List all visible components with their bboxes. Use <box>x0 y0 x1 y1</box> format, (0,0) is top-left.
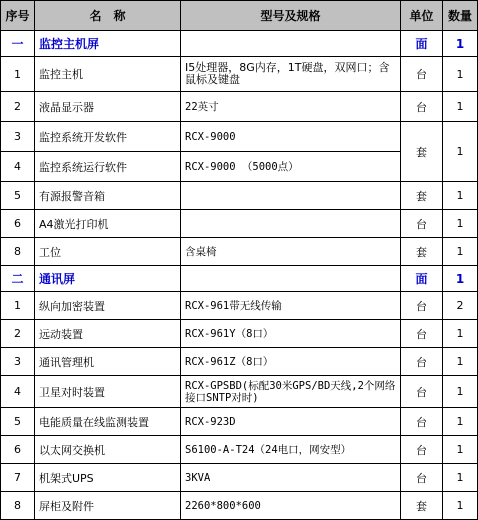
row-spec: RCX-9000 <box>181 122 401 152</box>
header-qty: 数量 <box>443 1 478 31</box>
row-unit: 套 <box>401 238 443 266</box>
row-name: 电能质量在线监测装置 <box>35 408 181 436</box>
row-number: 6 <box>1 210 35 238</box>
row-number: 5 <box>1 408 35 436</box>
header-no: 序号 <box>1 1 35 31</box>
row-spec <box>181 210 401 238</box>
header-unit: 单位 <box>401 1 443 31</box>
row-number: 8 <box>1 238 35 266</box>
table-row <box>1 348 478 376</box>
row-unit: 台 <box>401 464 443 492</box>
row-number: 2 <box>1 92 35 122</box>
row-name: 以太网交换机 <box>35 436 181 464</box>
row-spec: RCX-961Y（8口） <box>181 320 401 348</box>
row-name: 液晶显示器 <box>35 92 181 122</box>
row-spec: I5处理器，8G内存，1T硬盘，双网口；含鼠标及键盘 <box>181 57 401 92</box>
header-name: 名 称 <box>35 1 181 31</box>
section-unit: 面 <box>401 31 443 57</box>
row-qty: 1 <box>443 210 478 238</box>
table-row <box>1 210 478 238</box>
row-name: 监控系统开发软件 <box>35 122 181 152</box>
table-row <box>1 320 478 348</box>
row-name: 工位 <box>35 238 181 266</box>
row-qty: 1 <box>443 320 478 348</box>
section-qty: 1 <box>443 31 478 57</box>
row-spec: 2260*800*600 <box>181 492 401 520</box>
row-spec: 含桌椅 <box>181 238 401 266</box>
row-unit: 台 <box>401 210 443 238</box>
row-name: 监控主机 <box>35 57 181 92</box>
row-qty: 1 <box>443 182 478 210</box>
section-title: 监控主机屏 <box>35 31 181 57</box>
section-spec <box>181 31 401 57</box>
row-number: 4 <box>1 152 35 182</box>
section-spec <box>181 266 401 292</box>
row-number: 5 <box>1 182 35 210</box>
row-number: 2 <box>1 320 35 348</box>
row-name: 通讯管理机 <box>35 348 181 376</box>
row-number: 6 <box>1 436 35 464</box>
table-row <box>1 464 478 492</box>
section-row <box>1 266 478 292</box>
row-name: 远动装置 <box>35 320 181 348</box>
section-title: 通讯屏 <box>35 266 181 292</box>
table-row <box>1 376 478 408</box>
row-name: 卫星对时装置 <box>35 376 181 408</box>
row-name: A4激光打印机 <box>35 210 181 238</box>
header-spec: 型号及规格 <box>181 1 401 31</box>
row-qty: 1 <box>443 238 478 266</box>
row-name: 机架式UPS <box>35 464 181 492</box>
row-unit: 台 <box>401 376 443 408</box>
row-unit: 套 <box>401 122 443 182</box>
row-qty: 1 <box>443 122 478 182</box>
row-number: 4 <box>1 376 35 408</box>
row-qty: 1 <box>443 348 478 376</box>
row-unit: 套 <box>401 492 443 520</box>
row-unit: 台 <box>401 320 443 348</box>
row-number: 3 <box>1 348 35 376</box>
section-unit: 面 <box>401 266 443 292</box>
row-unit: 台 <box>401 92 443 122</box>
table-row <box>1 182 478 210</box>
table-row <box>1 292 478 320</box>
row-qty: 1 <box>443 436 478 464</box>
row-number: 7 <box>1 464 35 492</box>
section-number: 一 <box>1 31 35 57</box>
row-qty: 1 <box>443 464 478 492</box>
row-qty: 1 <box>443 408 478 436</box>
table-row <box>1 408 478 436</box>
row-unit: 台 <box>401 348 443 376</box>
row-qty: 2 <box>443 292 478 320</box>
row-unit: 台 <box>401 57 443 92</box>
row-spec: 22英寸 <box>181 92 401 122</box>
row-spec: S6100-A-T24（24电口，网安型） <box>181 436 401 464</box>
section-qty: 1 <box>443 266 478 292</box>
row-spec: RCX-961Z（8口） <box>181 348 401 376</box>
row-name: 监控系统运行软件 <box>35 152 181 182</box>
row-qty: 1 <box>443 57 478 92</box>
header-row <box>1 1 478 31</box>
row-qty: 1 <box>443 492 478 520</box>
row-qty: 1 <box>443 376 478 408</box>
row-number: 1 <box>1 57 35 92</box>
row-name: 纵向加密装置 <box>35 292 181 320</box>
row-number: 1 <box>1 292 35 320</box>
row-name: 有源报警音箱 <box>35 182 181 210</box>
section-row <box>1 31 478 57</box>
table-row <box>1 436 478 464</box>
table-row <box>1 92 478 122</box>
row-number: 3 <box>1 122 35 152</box>
row-unit: 台 <box>401 436 443 464</box>
table-row <box>1 122 478 152</box>
row-spec: RCX-961带无线传输 <box>181 292 401 320</box>
table-row <box>1 57 478 92</box>
row-name: 屏柜及附件 <box>35 492 181 520</box>
row-spec <box>181 182 401 210</box>
row-unit: 台 <box>401 292 443 320</box>
row-unit: 套 <box>401 182 443 210</box>
row-qty: 1 <box>443 92 478 122</box>
table-row <box>1 238 478 266</box>
table-row <box>1 492 478 520</box>
row-spec: RCX-923D <box>181 408 401 436</box>
section-number: 二 <box>1 266 35 292</box>
row-number: 8 <box>1 492 35 520</box>
row-spec: RCX-9000 （5000点） <box>181 152 401 182</box>
row-spec: 3KVA <box>181 464 401 492</box>
row-unit: 台 <box>401 408 443 436</box>
row-spec: RCX-GPSBD(标配30米GPS/BD天线,2个网络接口SNTP对时) <box>181 376 401 408</box>
